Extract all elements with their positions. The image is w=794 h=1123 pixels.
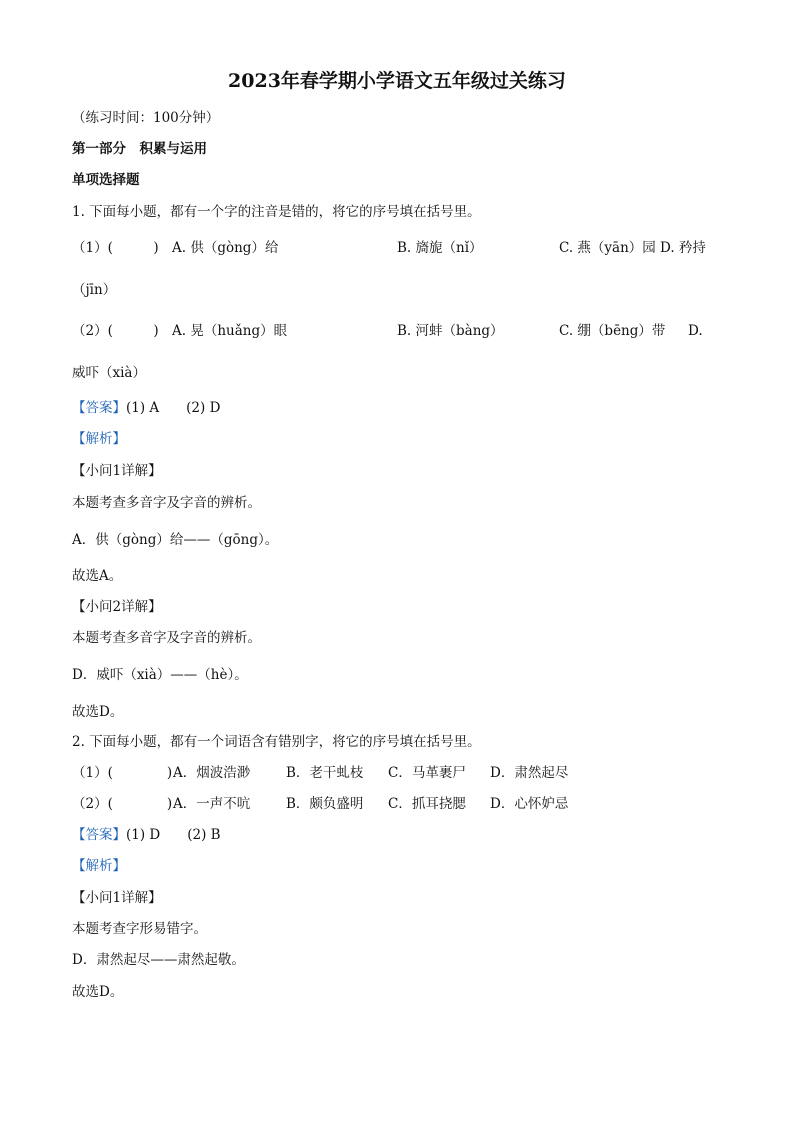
q2-sub2-option-a: A．一声不吭: [173, 796, 251, 812]
q1-sub1-option-a: A. 供（gòng）给: [172, 240, 279, 256]
q2-sub1-detail-line: D．肃然起尽——肃然起敬。: [72, 952, 245, 968]
q1-answer-text: (1) A (2) D: [126, 400, 221, 416]
q2-sub1-option-d: D．肃然起尽: [490, 765, 569, 781]
q2-sub2-option-c: C．抓耳挠腮: [388, 796, 466, 812]
q1-answer-tag: 【答案】: [72, 400, 126, 416]
q1-sub1-prefix: （1）( ): [72, 240, 159, 256]
q1-stem: 1. 下面每小题，都有一个字的注音是错的，将它的序号填在括号里。: [72, 204, 481, 220]
q2-sub1-option-a: A．烟波浩渺: [173, 765, 251, 781]
q2-sub1-detail-line: 本题考查字形易错字。: [72, 921, 207, 937]
section-heading: 单项选择题: [72, 172, 140, 188]
q2-analysis-tag: 【解析】: [72, 858, 126, 874]
q1-sub2-detail-line: 故选D。: [72, 704, 124, 720]
q2-answer-text: (1) D (2) B: [126, 827, 221, 843]
q1-sub2-option-d: D.: [688, 323, 703, 339]
q2-sub1-prefix: （1）( ): [72, 765, 173, 781]
q1-sub1-option-c: C. 燕（yān）园: [559, 240, 656, 256]
q1-sub2-option-b: B. 河蚌（bàng）: [397, 323, 504, 339]
q2-sub2-prefix: （2）( ): [72, 796, 173, 812]
q1-sub2-option-a: A. 晃（huǎng）眼: [172, 323, 288, 339]
q2-answer-tag: 【答案】: [72, 827, 126, 843]
q2-sub1-option-b: B．老干虬枝: [286, 765, 364, 781]
q1-sub2-detail-line: 本题考查多音字及字音的辨析。: [72, 630, 261, 646]
q1-sub1-detail-tag: 【小问1详解】: [72, 463, 162, 479]
q1-analysis-tag: 【解析】: [72, 431, 126, 447]
document-title: 2023年春学期小学语文五年级过关练习: [228, 70, 566, 92]
q1-sub2-option-c: C. 绷（bēng）带: [559, 323, 666, 339]
time-note: （练习时间：100分钟）: [72, 110, 220, 126]
q1-sub1-detail-line: 故选A。: [72, 568, 123, 584]
q1-sub2-detail-tag: 【小问2详解】: [72, 599, 162, 615]
q1-sub1-option-d-pinyin: （jīn）: [72, 282, 117, 298]
q1-sub2-option-d-word: 威吓（xià）: [72, 365, 146, 381]
q2-sub2-option-d: D．心怀妒忌: [490, 796, 569, 812]
q2-sub1-detail-tag: 【小问1详解】: [72, 890, 162, 906]
q2-sub1-detail-line: 故选D。: [72, 984, 124, 1000]
q2-sub1-option-c: C．马革裹尸: [388, 765, 466, 781]
q2-answer: [72, 825, 221, 845]
q1-sub2-prefix: （2）( ): [72, 323, 159, 339]
q2-stem: 2. 下面每小题，都有一个词语含有错别字，将它的序号填在括号里。: [72, 734, 481, 750]
q1-sub1-option-d: D. 矜持: [660, 240, 706, 256]
q2-sub2-option-b: B．颇负盛明: [286, 796, 364, 812]
q1-answer: [72, 398, 220, 418]
part-heading: 第一部分 积累与运用: [72, 141, 207, 157]
q1-sub1-detail-line: 本题考查多音字及字音的辨析。: [72, 495, 261, 511]
q1-sub2-detail-line: D．威吓（xià）——（hè）。: [72, 667, 248, 683]
q1-sub1-option-b: B. 旖旎（nǐ）: [397, 240, 483, 256]
q1-sub1-detail-line: A．供（gòng）给——（gōng）。: [72, 532, 279, 548]
